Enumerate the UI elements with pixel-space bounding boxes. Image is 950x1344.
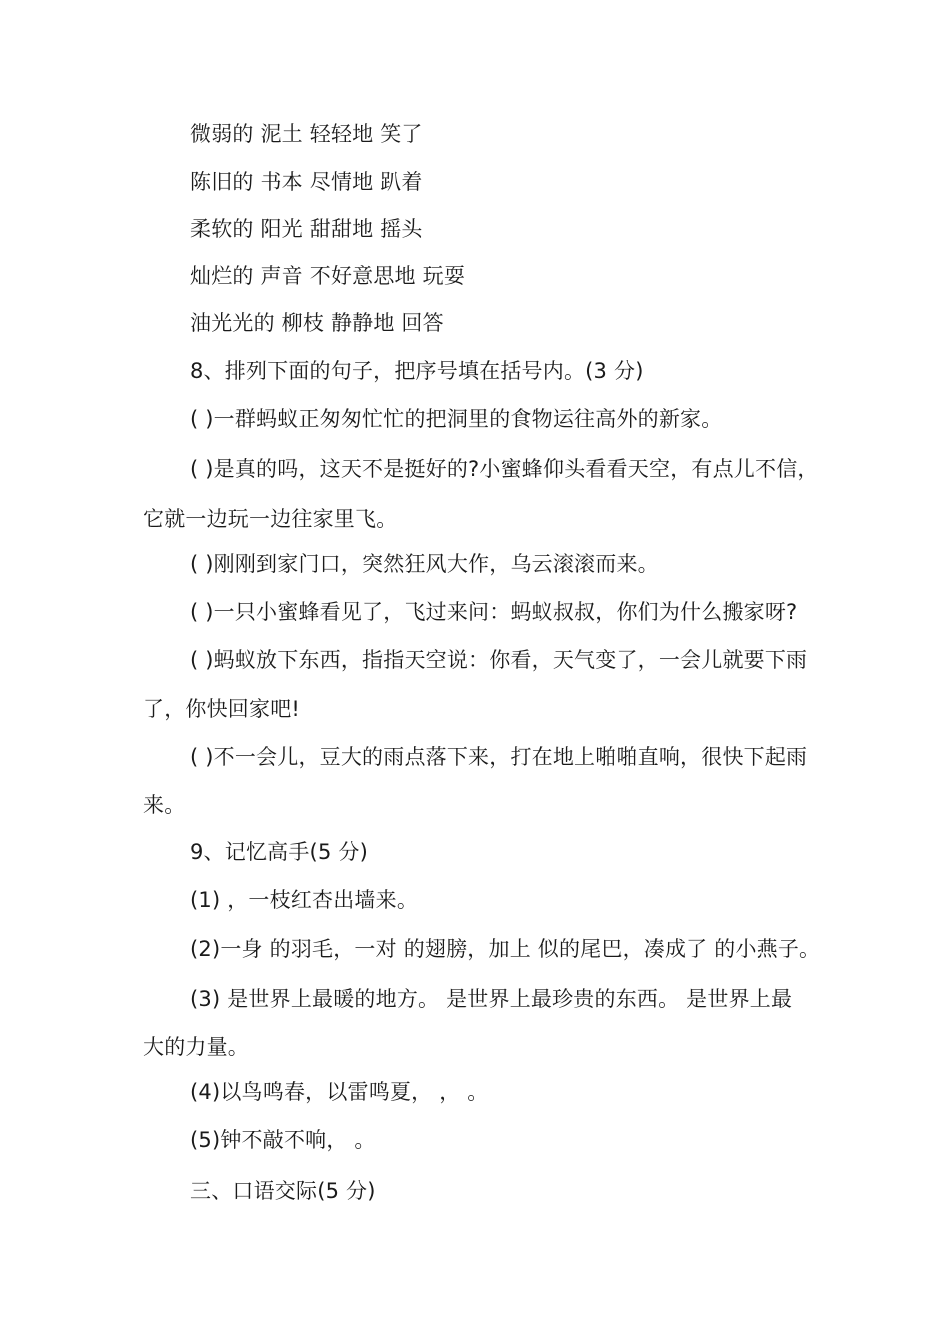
sentence-item-2-continued: 它就一边玩一边往家里飞。: [143, 507, 398, 531]
sentence-item-4: ( )一只小蜜蜂看见了，飞过来问：蚂蚁叔叔，你们为什么搬家呀?: [190, 600, 798, 624]
word-row-2: 陈旧的 书本 尽情地 趴着: [190, 170, 423, 194]
sentence-item-2: ( )是真的吗，这天不是挺好的?小蜜蜂仰头看看天空，有点儿不信，: [190, 457, 819, 481]
sentence-item-5-continued: 了，你快回家吧!: [143, 697, 301, 721]
question-9-heading: 9、记忆高手(5 分): [190, 840, 368, 864]
memory-item-3: (3) 是世界上最暖的地方。 是世界上最珍贵的东西。 是世界上最: [190, 987, 793, 1011]
word-row-3: 柔软的 阳光 甜甜地 摇头: [190, 217, 423, 241]
section-3-heading: 三、口语交际(5 分): [190, 1179, 376, 1203]
sentence-item-6-continued: 来。: [143, 793, 186, 817]
memory-item-5: (5)钟不敲不响， 。: [190, 1128, 376, 1152]
sentence-item-5: ( )蚂蚁放下东西，指指天空说：你看，天气变了，一会儿就要下雨: [190, 648, 808, 672]
sentence-item-1: ( )一群蚂蚁正匆匆忙忙的把洞里的食物运往高外的新家。: [190, 407, 723, 431]
sentence-item-6: ( )不一会儿，豆大的雨点落下来，打在地上啪啪直响，很快下起雨: [190, 745, 808, 769]
memory-item-2: (2)一身 的羽毛，一对 的翅膀，加上 似的尾巴，凑成了 的小燕子。: [190, 937, 821, 961]
memory-item-1: (1) ，一枝红杏出墙来。: [190, 888, 419, 912]
word-row-4: 灿烂的 声音 不好意思地 玩耍: [190, 264, 466, 288]
memory-item-4: (4)以鸟鸣春，以雷鸣夏， ， 。: [190, 1080, 489, 1104]
word-row-5: 油光光的 柳枝 静静地 回答: [190, 311, 444, 335]
sentence-item-3: ( )刚刚到家门口，突然狂风大作，乌云滚滚而来。: [190, 552, 659, 576]
question-8-heading: 8、排列下面的句子，把序号填在括号内。(3 分): [190, 359, 644, 383]
memory-item-3-continued: 大的力量。: [143, 1035, 249, 1059]
word-row-1: 微弱的 泥土 轻轻地 笑了: [190, 122, 423, 146]
